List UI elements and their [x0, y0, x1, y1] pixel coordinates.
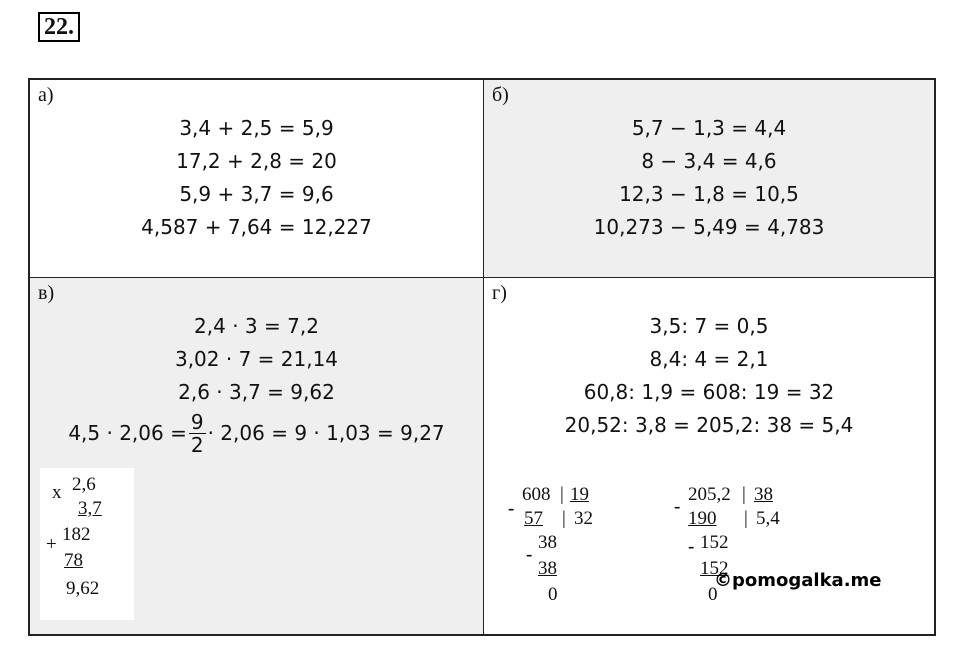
div-remainder-2: 0	[708, 584, 718, 605]
mult-factor-a: 2,6	[72, 474, 96, 495]
equation: 10,273 − 5,49 = 4,783	[593, 215, 825, 239]
div-dividend: 608	[522, 484, 551, 505]
fraction-equation-right: · 2,06 = 9 · 1,03 = 9,27	[207, 421, 445, 445]
equation: 3,4 + 2,5 = 5,9	[179, 116, 334, 140]
mult-factor-b: 3,7	[78, 498, 102, 519]
div-remainder-1: 38	[538, 532, 557, 553]
div-quotient: 32	[574, 508, 593, 529]
solution-grid	[28, 78, 936, 636]
cell-a	[30, 80, 484, 278]
equation: 5,7 − 1,3 = 4,4	[631, 116, 787, 140]
div-subtrahend-1: 190	[688, 508, 717, 529]
mult-partial-1: 182	[62, 524, 91, 545]
equation: 5,9 + 3,7 = 9,6	[179, 182, 334, 206]
div-remainder-1: 152	[700, 532, 729, 553]
cell-a-equations	[30, 112, 483, 244]
cell-v	[30, 278, 484, 634]
div-bar: |	[744, 508, 748, 529]
cell-v-equations	[30, 310, 483, 456]
long-division-608	[504, 484, 624, 624]
equation: 2,6 · 3,7 = 9,62	[178, 380, 335, 404]
cell-g-label: г)	[492, 282, 507, 304]
div-divisor: 19	[570, 484, 589, 505]
equation: 2,4 · 3 = 7,2	[194, 314, 319, 338]
mult-sign: x	[52, 482, 62, 503]
cell-b-equations	[484, 112, 934, 244]
equation: 8 − 3,4 = 4,6	[641, 149, 777, 173]
div-minus-sign: -	[526, 544, 533, 565]
div-subtrahend-1: 57	[524, 508, 543, 529]
fraction-denominator: 2	[190, 433, 204, 457]
equation: 3,5: 7 = 0,5	[649, 314, 769, 338]
cell-v-label: в)	[38, 282, 55, 304]
column-multiplication	[40, 468, 134, 620]
watermark: ©pomogalka.me	[714, 570, 882, 591]
equation: 8,4: 4 = 2,1	[649, 347, 769, 371]
equation: 12,3 − 1,8 = 10,5	[619, 182, 799, 206]
fraction-equation-left: 4,5 · 2,06 =	[68, 421, 187, 445]
mult-plus-sign: +	[46, 534, 57, 555]
fraction-equation	[30, 411, 483, 456]
cell-a-label: а)	[38, 84, 54, 106]
fraction-numerator: 9	[190, 410, 204, 434]
equation: 20,52: 3,8 = 205,2: 38 = 5,4	[564, 413, 854, 437]
div-subtrahend-2: 152	[700, 558, 729, 579]
equation: 4,587 + 7,64 = 12,227	[141, 215, 372, 239]
div-quotient: 5,4	[756, 508, 780, 529]
div-remainder-2: 0	[548, 584, 558, 605]
div-minus-sign: -	[688, 536, 695, 557]
cell-g-equations	[484, 310, 934, 442]
equation: 17,2 + 2,8 = 20	[176, 149, 337, 173]
div-bar: |	[562, 508, 566, 529]
div-dividend: 205,2	[688, 484, 731, 505]
mult-result: 9,62	[66, 578, 100, 599]
task-number: 22.	[38, 12, 80, 42]
mult-partial-2: 78	[64, 550, 83, 571]
equation: 3,02 · 7 = 21,14	[174, 347, 339, 371]
cell-b	[484, 80, 934, 278]
equation: 60,8: 1,9 = 608: 19 = 32	[583, 380, 835, 404]
div-subtrahend-2: 38	[538, 558, 557, 579]
div-minus-sign: -	[508, 498, 515, 519]
long-division-205	[674, 484, 814, 624]
div-divisor: 38	[754, 484, 773, 505]
div-minus-sign: -	[674, 496, 681, 517]
cell-b-label: б)	[492, 84, 509, 106]
div-bar: |	[560, 484, 564, 505]
fraction	[189, 411, 206, 456]
div-bar: |	[742, 484, 746, 505]
